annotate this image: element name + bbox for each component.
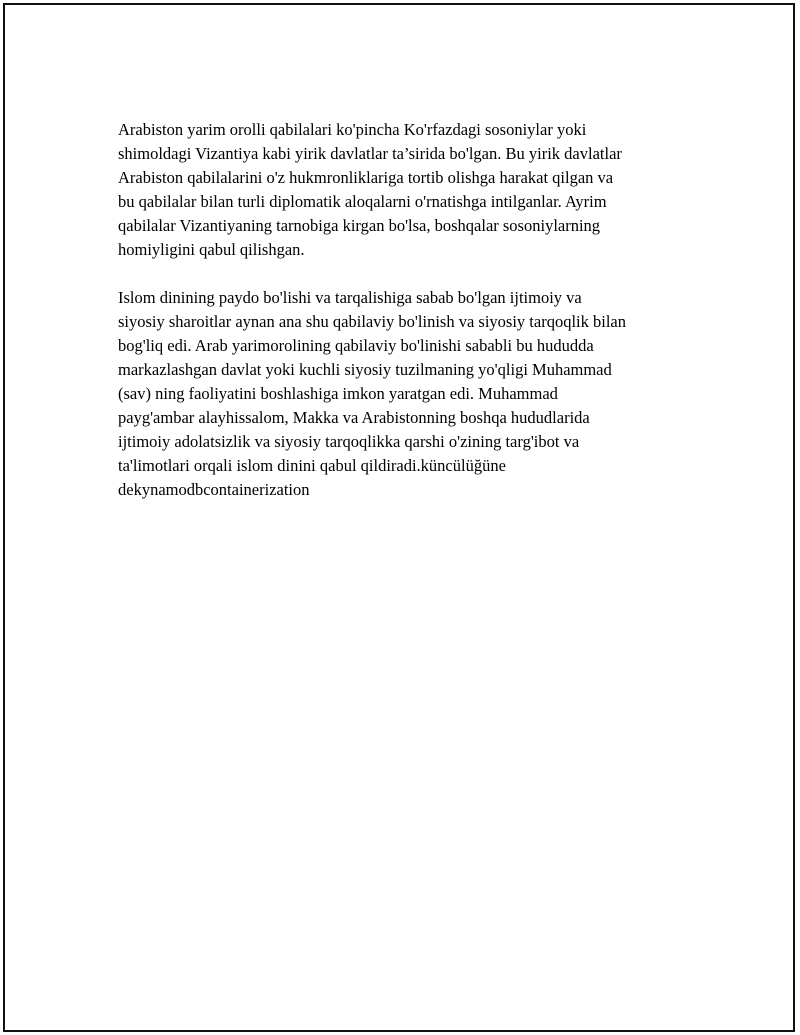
text-line: payg'ambar alayhissalom, Makka va Arabistonning boshqa hududlarida	[118, 408, 590, 427]
text-line: markazlashgan davlat yoki kuchli siyosiy tuzilmaning yo'qligi Muhammad	[118, 360, 612, 379]
text-line: dekynamodbcontainerization	[118, 480, 310, 499]
text-line: homiyligini qabul qilishgan.	[118, 240, 305, 259]
text-line: ijtimoiy adolatsizlik va siyosiy tarqoqlikka qarshi o'zining targ'ibot va	[118, 432, 580, 451]
text-line: bu qabilalar bilan turli diplomatik aloqalarni o'rnatishga intilganlar. Ayrim	[118, 192, 607, 211]
text-line: shimoldagi Vizantiya kabi yirik davlatlar ta’sirida bo'lgan. Bu yirik davlatlar	[118, 144, 622, 163]
text-line: Islom dinining paydo bo'lishi va tarqalishiga sabab bo'lgan ijtimoiy va	[118, 288, 582, 307]
text-line: siyosiy sharoitlar aynan ana shu qabilaviy bo'linish va siyosiy tarqoqlik bilan	[118, 312, 626, 331]
document-body	[118, 118, 688, 526]
text-line: ta'limotlari orqali islom dinini qabul qildiradi.küncülüğüne	[118, 456, 506, 475]
text-line: bog'liq edi. Arab yarimorolining qabilaviy bo'linishi sababli bu hududda	[118, 336, 594, 355]
text-line: (sav) ning faoliyatini boshlashiga imkon yaratgan edi. Muhammad	[118, 384, 558, 403]
paragraph-2	[118, 286, 688, 502]
text-line: qabilalar Vizantiyaning tarnobiga kirgan bo'lsa, boshqalar sosoniylarning	[118, 216, 601, 235]
text-line: Arabiston yarim orolli qabilalari ko'pincha Ko'rfazdagi sosoniylar yoki	[118, 120, 587, 139]
paragraph-1	[118, 118, 688, 262]
text-line: Arabiston qabilalarini o'z hukmronliklariga tortib olishga harakat qilgan va	[118, 168, 614, 187]
